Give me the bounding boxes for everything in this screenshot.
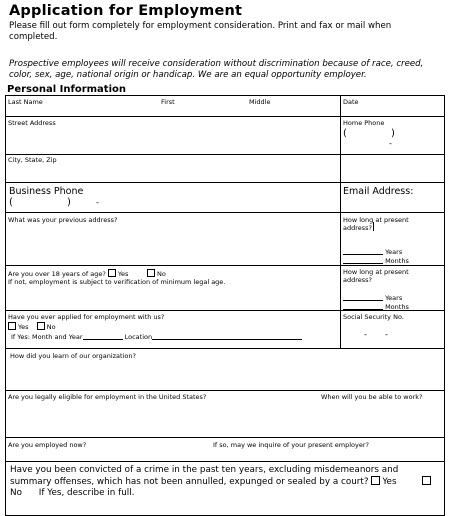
over-18-no-checkbox[interactable] — [147, 269, 155, 277]
eeo-statement: Prospective employees will receive consideration without discrimination because of race, creed, color, sex, age, national origin or handicap. We are an equal opportunity employer. — [9, 59, 424, 80]
how-learn-label: How did you learn of our organization? — [10, 352, 136, 360]
row-divider — [6, 390, 444, 391]
applied-before-options: Yes No — [8, 322, 56, 331]
previous-address-label: What was your previous address? — [8, 216, 118, 224]
city-state-zip-label: City, State, Zip — [8, 156, 57, 164]
convicted-no-checkbox[interactable] — [422, 476, 431, 485]
text-cursor — [373, 222, 374, 231]
years-field-1: Years — [343, 247, 402, 256]
convicted-yes-checkbox[interactable] — [371, 476, 380, 485]
row-divider — [6, 182, 444, 183]
applied-no-checkbox[interactable] — [37, 322, 45, 330]
when-available-label: When will you be able to work? — [321, 393, 423, 401]
minimum-age-note: If not, employment is subject to verification of minimum legal age. — [8, 278, 226, 286]
ssn-label: Social Security No. — [343, 313, 404, 321]
column-divider — [340, 96, 341, 348]
section-title: Personal Information — [7, 84, 126, 95]
row-divider — [6, 116, 444, 117]
row-divider — [6, 265, 444, 266]
employed-now-label: Are you employed now? — [8, 441, 87, 449]
row-divider — [6, 437, 444, 438]
area-code-close-paren: ) — [391, 128, 395, 139]
middle-name-label: Middle — [249, 98, 271, 106]
over-18-yes-checkbox[interactable] — [108, 269, 116, 277]
intro-text: Please fill out form completely for employment consideration. Print and fax or mail when completed. — [9, 21, 392, 42]
home-phone-label: Home Phone — [343, 119, 385, 127]
months-field-1: Months — [343, 256, 409, 265]
row-divider — [6, 154, 444, 155]
street-address-label: Street Address — [8, 119, 56, 127]
page-title: Application for Employment — [9, 3, 243, 19]
business-phone-label: Business Phone — [9, 186, 84, 197]
row-divider — [6, 348, 444, 349]
inquire-employer-label: If so, may we inquire of your present employer? — [213, 441, 369, 449]
applied-yes-checkbox[interactable] — [8, 322, 16, 330]
how-long-address-label-1: How long at present address? — [343, 216, 409, 232]
business-phone-dash: - — [96, 198, 99, 207]
legally-eligible-label: Are you legally eligible for employment in the United States? — [8, 393, 207, 401]
months-field-2: Months — [343, 302, 409, 311]
last-name-label: Last Name — [8, 98, 43, 106]
date-label: Date — [343, 98, 359, 106]
business-area-code-close-paren: ) — [67, 197, 71, 208]
ssn-dash-1: - — [364, 330, 367, 339]
ssn-dash-2: - — [385, 330, 388, 339]
conviction-question: Have you been convicted of a crime in the past ten years, excluding misdemeanors and summary offenses, which has not been annulled, expunged or sealed by a court? Yes No If Yes, describe in full. — [10, 465, 442, 499]
row-divider — [6, 212, 444, 213]
over-18-question: Are you over 18 years of age? Yes No — [8, 270, 166, 278]
phone-dash: - — [389, 139, 392, 148]
first-name-label: First — [161, 98, 175, 106]
business-area-code-open-paren: ( — [9, 197, 13, 208]
how-long-address-label-2: How long at present address? — [343, 268, 409, 284]
applied-details: If Yes: Month and Year Location — [11, 332, 302, 341]
email-address-label: Email Address: — [343, 186, 414, 197]
applied-before-label: Have you ever applied for employment with us? — [8, 313, 165, 321]
application-form — [5, 95, 445, 516]
row-divider — [6, 461, 444, 462]
area-code-open-paren: ( — [343, 128, 347, 139]
years-field-2: Years — [343, 293, 402, 302]
